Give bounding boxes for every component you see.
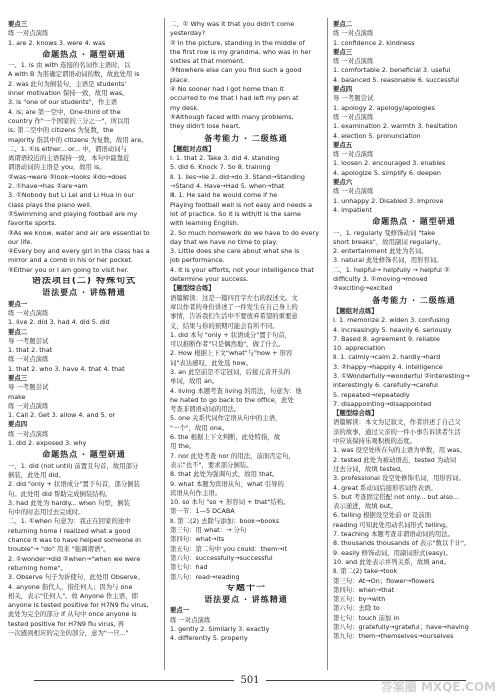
answer-line: 10. and 此处表示并列关系，故填 and。 [333,557,450,566]
answer-line: 4. differently 5. properly [170,634,248,643]
answer-line: 宾语从句作主语。 [170,488,222,497]
answer-line: 第三句：用 what：→ 分句 [170,526,247,535]
answer-line: ②Swimming and playing football are my [8,209,138,218]
section-heading: 备考能力 · 二级练通 [204,133,288,143]
answer-line: Ⅱ. 第二(2) 去除与添加：book→books [170,516,280,525]
answer-line: 1. that 2. who 3. have 4. that 4. that [8,364,125,373]
answer-line: 1. are 2. knows 3. were 4. was [8,38,106,47]
answer-line: 句中的时态用过去完成时。 [8,508,85,517]
subsection-heading: 要点四 [333,85,353,94]
answer-line: 事情，告诉我们生活中不要放弃希望的重要意 [170,312,298,321]
answer-line: 7. teaching 本题考查非谓语动词的用法。 [333,530,455,539]
answer-line: anyone is tested positive for H7N9 flu virus, [8,601,149,610]
answer-line: 5. did 6. Knock 7. So 8. training [170,163,271,172]
answer-line: the first row is my grandma, who was in her [170,47,311,56]
subsection-heading: 要点三 [8,20,28,28]
answer-line: 6. telling 根据设空处前 or 及前面 [333,511,432,520]
answer-line: 二、1. ①is either... or... 中，谓语动词与 [8,144,127,153]
answer-line: yesterday? [170,29,206,38]
subsection-heading: 要点一 [170,606,190,615]
answer-line: Ⅰ. 1. that 2. Take 3. did 4. standing [170,154,280,163]
answer-line: 词"表达感叹，此处选 how。 [170,358,253,367]
answer-line: 2. So much homework do we have to do every [170,228,320,237]
answer-line: 二、1. helpful→ helpfully → helpful ② [333,265,450,274]
answer-line: with learning English. [170,219,239,228]
column-divider [327,18,328,670]
answer-line: 7. disappointing→disappointed [333,399,432,408]
answer-line: 4. It is your efforts, not your intelligence that [170,265,314,274]
answer-line: 练 一对点演练 [333,112,374,121]
answer-line: 语篇解读：本文为记叙文，作者讲述了自己父 [333,418,461,427]
answer-line: 单词，故用 an。 [170,377,219,386]
answer-line: 2. entertainment 此处为名词。 [333,247,428,256]
answer-line: 练 一对点演练 [8,401,49,410]
answer-line: 3. is "one of our students"，作主语 [8,98,118,107]
answer-line: 第一节：1—5 DCABA [170,507,235,516]
section-heading: 命题热点 · 题型研通 [42,450,126,460]
answer-line: 4. great 系动词后接形容词作表语。 [333,483,437,492]
answer-line: 7. Based 8. agreement 9. reliable [333,334,440,343]
section-heading: 命题热点 · 题型研通 [42,49,126,59]
answer-line: 3. an 此空前是不定冠词，后接元音开头的 [170,367,291,376]
section-heading: 备考能力 · 二级练通 [372,295,456,305]
answer-line: my desk. [170,103,200,112]
answer-line: trouble"→ "do" 用来 "强调谓语"。 [8,545,110,554]
answer-line: 1. live 2. did 3. had 4. did 5. did [8,318,110,327]
answer-line: difficulty 3. ①moving→moved [333,275,428,284]
answer-line: 一、1. regularly 变修饰动词 "take [333,228,436,237]
answer-line: 1. did 本句 "only + 状语成分"置于句首， [170,330,292,339]
answer-line: 第九句：them→themselves→ourselves [333,632,454,641]
answer-line: ⑤Although faced with many problems, [170,112,294,121]
answer-line: 4. balanced 5. reasonable 6. successful [333,75,460,84]
answer-line: 导 一考题尝试 [8,383,49,392]
answer-line: returning home I realized what a good [8,526,131,535]
answer-line: →Stand 4. Have→Had 5. when→that [170,182,285,191]
answer-line: 第四句：what→its [170,535,225,544]
answer-line: 练 一对点演练 [8,308,49,317]
answer-line: is; 第二空中的 citizens 为复数，the [8,126,114,135]
answer-line: our life. [8,237,33,246]
answer-line: 此处为完全的部分 if 从句中 once anyone is [8,610,137,619]
subsection-heading: 要点二 [333,20,353,28]
answer-line: they didn't lose heart. [170,122,241,131]
answer-line: 亲的故事，通过父亲的一件小事告诉读者生活 [333,427,461,436]
column-middle [170,20,322,644]
answer-line: 1. unhappy 2. Disabled 3. Improve [333,196,444,205]
answer-line: Ⅰ. 1. memorize 2. widen 3. confusing [333,316,450,325]
answer-line: Ⅱ. 1. calmly→calm 2. hardly→hard [333,353,441,362]
column-left [8,20,160,638]
answer-line: ④Every boy and every girl in the class has a [8,247,150,256]
answer-line: 4. anyone 指代人，指任何人；因为与 one [8,582,133,591]
answer-line: 表示"也不"，要求部分倒装。 [170,460,253,469]
answer-line: 第七句：touch 前加 in [333,613,400,622]
subsection-heading: 要点五 [333,140,353,149]
answer-line: occurred to me that I had left my pen at [170,94,299,103]
answer-line: he hated to go back to the office，此处 [170,395,294,404]
answer-line: Ⅱ. 1. lies→lie 2. did→do 3. Stand→Standing [170,172,305,181]
answer-line: 1. did 2. exposed 3. why [8,439,87,448]
answer-line: reading 可知此处用动名词形式 telling。 [333,520,452,529]
answer-line: 练 一对点演练 [8,355,49,364]
answer-line: 练 一对点演练 [170,615,211,624]
answer-line: 3. Little does she care about what she is [170,247,300,256]
answer-line: 5. but 考查固定搭配 not only... but also... [333,492,459,501]
answer-line: 4. apologize 5. simplify 6. deepen [333,168,441,177]
answer-line: mirror and a comb in his or her pocket. [8,256,133,265]
answer-line: Playing football well is not easy and needs a [170,200,313,209]
answer-line: 1. gently 2. Similarly 3. exactly [170,625,270,633]
answer-line: 第三句：At→On；flower→flowers [333,576,435,585]
answer-line: 过去分词，故填 tested。 [333,464,407,473]
subsection-heading: 要点四 [8,420,28,429]
answer-line: 义，结果与你的预期可能会有所不同。 [170,321,279,330]
subsection-heading: 要点一 [8,299,28,308]
answer-line: 练 一对点演练 [333,150,374,159]
column-right [333,20,495,642]
answer-line: 2. was 此句为倒装句，主语是 students' [8,79,127,88]
answer-line: 表示递进，故填 but。 [333,502,397,511]
answer-line: returning home"。 [8,563,67,572]
answer-line: 9. what 本题为宾语从句，what 引导的 [170,479,284,488]
answer-line: 可以推断作者"只是偶然地"，做了什么。 [170,340,285,349]
subsection-heading: 【题组对点练】 [333,306,378,315]
answer-line: 4. is; are 第一空中，One-third of the [8,107,121,116]
section-heading: 命题热点 · 题型研通 [372,217,456,227]
answer-line: "一个"，故用 one。 [170,423,229,432]
answer-line: sixties at that moment. [170,57,245,66]
column-divider [164,18,165,670]
answer-line: 5. repeated→repeatedly [333,390,410,399]
answer-line: 第五句：第二句中 you could：them→it [170,544,287,553]
answer-line: determine your success. [170,275,249,284]
answer-line: favorite sports. [8,219,57,228]
answer-line: 第五句：by→with [333,595,386,604]
answer-line: ③As we know, water and air are essential to [8,228,150,237]
answer-line: day that we have no time to play. [170,237,278,246]
answer-line: 8. thousands thousands of 表示"数以千计"。 [333,539,471,548]
answer-line: job performance. [170,256,225,265]
answer-line: 4. election 5. pronunciation [333,131,421,140]
answer-line: 1. that 2. that [8,346,53,355]
answer-line: 中应该保持乐观积极的态度。 [333,437,417,446]
answer-line: 3. natural 此处修饰名词，用形容词。 [333,256,443,265]
answer-line: 练 一对点演练 [333,29,374,38]
answer-line: 7. nor 此处考查 nor 的用法，前面否定句， [170,451,295,460]
answer-line: 1. confidence 2. kindness [333,38,415,47]
answer-line: inner motivation 保持一致，故用 was。 [8,89,129,98]
subsection-heading: 要点二 [8,327,28,336]
answer-line: 用 the。 [170,442,196,451]
answer-line: 4. impatient [333,205,372,214]
answer-line: 9. easily 修饰动词，用副词形式(easy)。 [333,548,452,557]
answer-line: 3. ①Nobody but Li Lei and Li Hua in our [8,191,135,200]
answer-line: 章以作者的身份讲述了一件发生在自己身上的 [170,302,298,311]
answer-line: 语篇解读：这是一篇四百字左右的叙述文。文 [170,293,298,302]
answer-line: 1. Call 2. Get 3. allow 4. and 5. or [8,411,116,420]
answer-line: Ⅲ. 1. He said he would come if he [170,191,278,200]
answer-line: 1. apology 2. apology/apologies [333,103,435,112]
answer-line: make [8,392,26,401]
answer-line: A with B 为准确定谓语动词的数，故此处用 is [8,70,140,79]
answer-line: 导 一考题尝试 [333,94,374,103]
answer-line: 10. so 本句 "so + 形容词 + that"结构。 [170,498,290,507]
answer-line: 一、1. is 由 with 连接的名词作主语时，以 [8,61,131,70]
answer-line: 6. the 根据上下文判断，此处特指，故 [170,433,281,442]
answer-line: 1. comfortable 2. beneficial 3. useful [333,66,451,75]
answer-line: 3. ②happy→happily 4. intelligence [333,362,443,371]
answer-line: ④ No sooner had I got home than it [170,85,284,94]
answer-line: ⑤Either you or I am going to visit her. [8,265,129,274]
answer-line: tested positive for H7N9 flu virus, 再 [8,619,125,628]
answer-line: lot of practice. So it is with/It is the same [170,209,301,218]
answer-line: 离谓语较近的主语保持一致，本句中最靠近 [8,154,130,163]
answer-line: 4. increasingly 5. heavily 6. seriously [333,325,452,334]
answer-line: 谓语动词的主语是 you，故用 is。 [8,163,106,172]
answer-line: 考查非谓语动词的用法。 [170,405,241,414]
answer-line: 10. appreciation [333,344,386,353]
answer-line: majority 指其中的 citizens 为复数，故用 are。 [8,135,148,144]
answer-line: 练 一对点演练 [8,429,49,438]
answer-line: 1. examination 2. warmth 3. hesitation [333,122,458,131]
section-heading: 语法要点 · 讲练精通 [42,288,126,298]
answer-line: 2. did "only + 状语成分"置于句首，部分倒装 [8,480,140,489]
subsection-heading: 要点三 [333,47,353,56]
answer-line: 3. had 此处为 hardly... when 句型，倒装 [8,498,130,507]
answer-line: 2. How 根据上下文"what"与"how + 形容 [170,349,293,358]
section-heading: 专题十一 [225,583,266,593]
answer-line: 2. ①have→has ②are→am [8,182,88,191]
answer-line: 第六句：去除 to [333,604,380,613]
answer-line: 3. ①Wonderfully→wonderful ②interesting→ [333,371,470,380]
answer-line: 3. professional 设空处修饰名词，用形容词。 [333,474,465,483]
answer-line: interestingly 6. carefully→careful [333,381,438,390]
answer-line: ②was→were ③look→looks ④do→does [8,172,127,181]
answer-line: ②exciting→excited [333,284,393,293]
answer-line: ③Nowhere else can you find such a good [170,66,302,75]
answer-line: 第七句：had [170,563,208,572]
answer-line: short breaks"，故用副词 regularly。 [333,237,445,246]
watermark-logo: 答案圈 MXQE.COM [380,679,496,694]
answer-line: 练 一对点演练 [333,187,374,196]
answer-line: 第八句：gratefully→grateful；have→having [333,623,469,631]
answer-line: 4. living 本题考查 living 的用法，句意为：他 [170,386,302,395]
subsection-heading: 要点六 [333,178,353,187]
page-number: 501 [0,676,500,685]
answer-line: 2. tested 此处为被动语态，tested 为动词 [333,455,457,464]
answer-line: 相关，表示"任何人"。故 Anyone 作主语，即 [8,591,138,600]
answer-line: 导 一考题尝试 [8,336,49,345]
subsection-heading: 【题组对点练】 [170,144,215,153]
answer-line: 练 一对点演练 [8,29,49,38]
answer-line: 一、1. did (not until) 前置且句首，故用部分 [8,461,139,470]
answer-line: 3. Observe 句子为祈使句，此处用 Observe。 [8,573,144,582]
answer-line: 5. one 关系代词作定语从句中的主语， [170,414,282,423]
answer-line: country 作"一个国家的三分之一"，所以用 [8,116,130,125]
answer-line: 句。此处用 did 帮助完成倒装结构。 [8,489,112,498]
answer-line: 8. that 此处为强调句式，故用 that。 [170,470,279,479]
answer-line: class plays the piano well. [8,200,92,209]
answer-line: Ⅱ. 第二(2) take→took [333,567,398,576]
answer-line: 第六句：successfully→successful [170,553,273,562]
subsection-heading: 【题型综合练】 [333,409,378,418]
answer-line: chance it was to have helped someone in [8,536,141,545]
answer-line: place. [170,75,190,84]
subsection-heading: 【题型综合练】 [170,284,215,293]
answer-line: 第八句：read→reading [170,572,240,581]
answer-line: ② In the picture, standing in the middle of [170,38,305,47]
answer-line: 二、① Why was it that you didn't come [170,20,295,28]
answer-line: 第四句：when→that [333,585,395,594]
subsection-heading: 要点三 [8,373,28,382]
answer-line: 1. loosen 2. encouraged 3. enables [333,159,446,168]
answer-line: 倒装，此处用 did。 [8,470,65,479]
answer-line: 2. ①wonder→did ②when→"when we were [8,554,141,563]
answer-line: 练 一对点演练 [333,57,374,66]
answer-line: 二、1. ①when 句意为：我正在回家的途中 [8,517,131,526]
section-heading: 语法要点 · 讲练精通 [204,595,288,605]
answer-line: 一次感到相应的完全的部分，意为"一旦..." [8,629,129,637]
answer-line: 1. was 设空处所在句的主语为单数，用 was。 [333,446,466,455]
section-heading: 语法项目(二) 特殊句式 [31,277,137,287]
